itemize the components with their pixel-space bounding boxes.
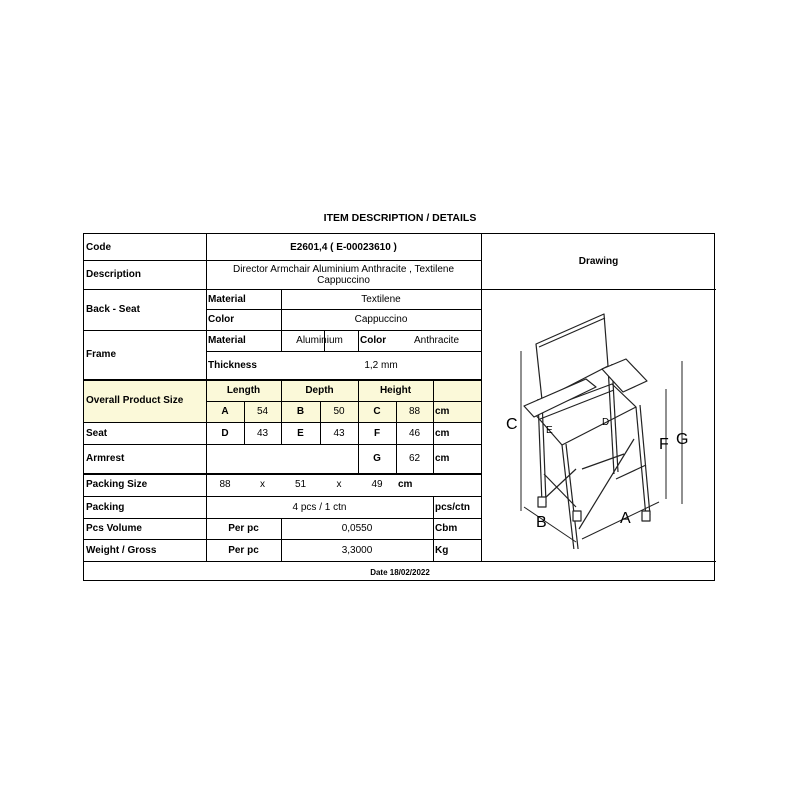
g-value: 62 [408,453,421,464]
frame-material-label: Material [208,335,246,346]
depth-header: Depth [305,384,334,396]
weight-value: 3,3000 [341,544,373,556]
volume-unit: Cbm [435,523,458,534]
frame-thickness: 1,2 mm [364,359,398,371]
frame-label: Frame [86,349,117,360]
chair-drawing [484,289,714,549]
frame-thickness-label: Thickness [208,359,257,371]
c-label: C [373,406,381,417]
sheet-title: ITEM DESCRIPTION / DETAILS [323,212,477,224]
drawing-d: D [602,417,610,428]
seat-unit: cm [435,427,450,439]
a-label: A [221,406,229,417]
drawing-f: F [659,436,669,453]
volume-value: 0,0550 [341,523,373,534]
volume-label: Pcs Volume [86,523,142,534]
drawing-g: G [676,431,689,448]
frame-color-label: Color [360,335,387,346]
drawing-b: B [536,514,547,531]
packing-value: 4 pcs / 1 ctn [292,501,347,513]
frame-color: Anthracite [413,335,460,346]
back-seat-material: Textilene [361,293,401,305]
description-value: Director Armchair Aluminium Anthracite , Textilene Cappuccino [232,263,454,286]
overall-unit: cm [435,406,450,417]
code-value: E2601,4 ( E-00023610 ) [290,241,397,253]
weight-label: Weight / Gross [86,544,157,556]
packing-x2: x [336,479,342,490]
armrest-label: Armrest [86,453,125,464]
d-label: D [221,427,229,439]
weight-unit: Kg [435,544,449,556]
length-header: Length [226,384,261,396]
packing-label: Packing [86,501,125,513]
packing-x1: x [260,479,265,490]
chair-drawing-svg [484,289,714,549]
code-label: Code [86,241,111,253]
b-label: B [296,406,305,417]
drawing-a: A [620,510,631,527]
g-label: G [373,453,381,464]
packing-width: 51 [294,479,307,490]
height-header: Height [379,384,412,396]
weight-per: Per pc [228,544,259,556]
back-seat-label: Back - Seat [86,304,140,315]
packing-size-unit: cm [398,479,413,490]
e-value: 43 [333,427,345,439]
item-details-sheet [83,233,715,581]
drawing-e: E [546,425,553,436]
drawing-c: C [506,416,518,433]
packing-height: 49 [371,479,383,490]
f-label: F [373,427,381,439]
e-label: E [297,427,304,439]
packing-length: 88 [219,479,231,490]
a-value: 54 [256,406,269,417]
description-label: Description [86,269,142,280]
seat-label: Seat [86,427,108,439]
frame-material: Aluminium [296,335,343,346]
drawing-label: Drawing [578,256,619,267]
packing-unit: pcs/ctn [435,501,471,513]
d-value: 43 [256,427,269,439]
back-seat-color: Cappuccino [354,314,408,325]
back-seat-material-label: Material [208,293,246,305]
date: Date 18/02/2022 [370,567,430,577]
overall-size-label: Overall Product Size [86,395,184,406]
c-value: 88 [408,406,421,417]
back-seat-color-label: Color [208,314,235,325]
packing-size-label: Packing Size [86,479,148,490]
volume-per: Per pc [228,523,259,534]
armrest-unit: cm [435,453,450,464]
b-value: 50 [333,406,345,417]
f-value: 46 [408,427,421,439]
